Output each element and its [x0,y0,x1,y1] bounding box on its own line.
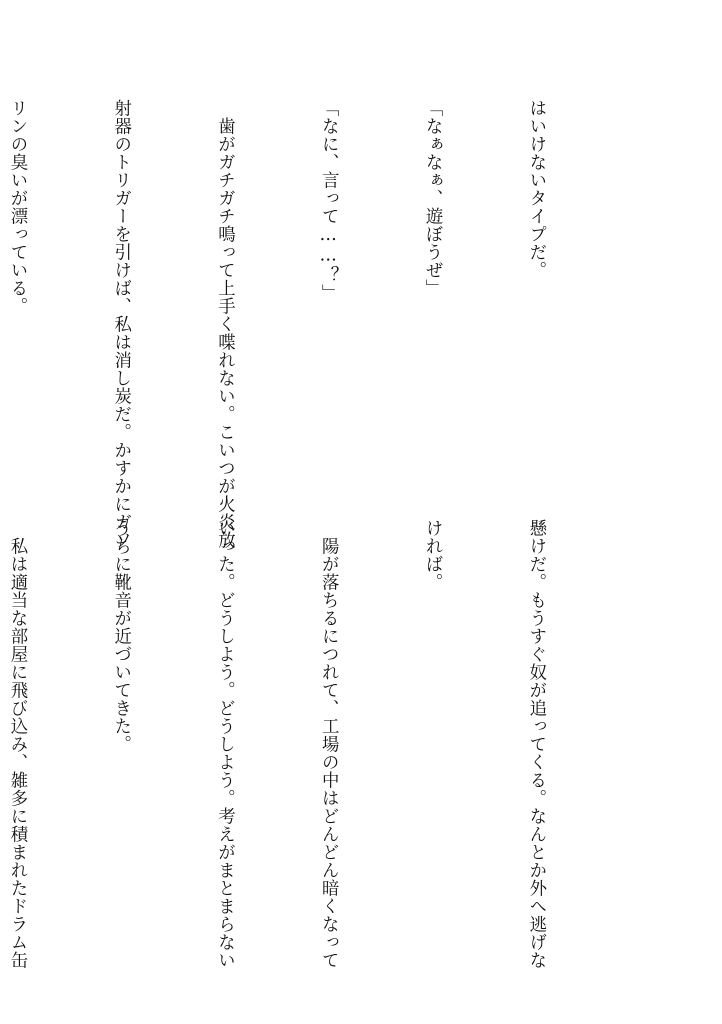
text-line: うちに靴音が近づいてきた。 [110,519,131,753]
text-line: 「なぁなぁ、遊ぼうぜ」 [422,99,443,297]
text-line: 「なに、言って……？」 [318,99,339,303]
text-line: はいけないタイプだ。 [525,99,546,279]
text-line: リンの臭いが漂っている。 [6,99,27,315]
text-line: 懸けだ。もうすぐ奴が追ってくる。なんとか外へ逃げな [525,519,546,969]
text-line: 歯がガチガチ鳴って上手く喋れない。こいつが火炎放 [214,99,235,549]
text-line: ければ。 [422,519,443,591]
text-line: 射器のトリガーを引けば、私は消し炭だ。かすかにガソ [110,99,131,549]
text-line: 陽が落ちるにつれて、工場の中はどんどん暗くなって [318,519,339,969]
bottom-text-block [6,519,622,969]
top-text-block [6,99,622,549]
text-line: いった。どうしよう。どうしよう。考えがまとまらない [214,519,235,969]
text-line: 私は適当な部屋に飛び込み、雑多に積まれたドラム缶 [6,519,27,969]
